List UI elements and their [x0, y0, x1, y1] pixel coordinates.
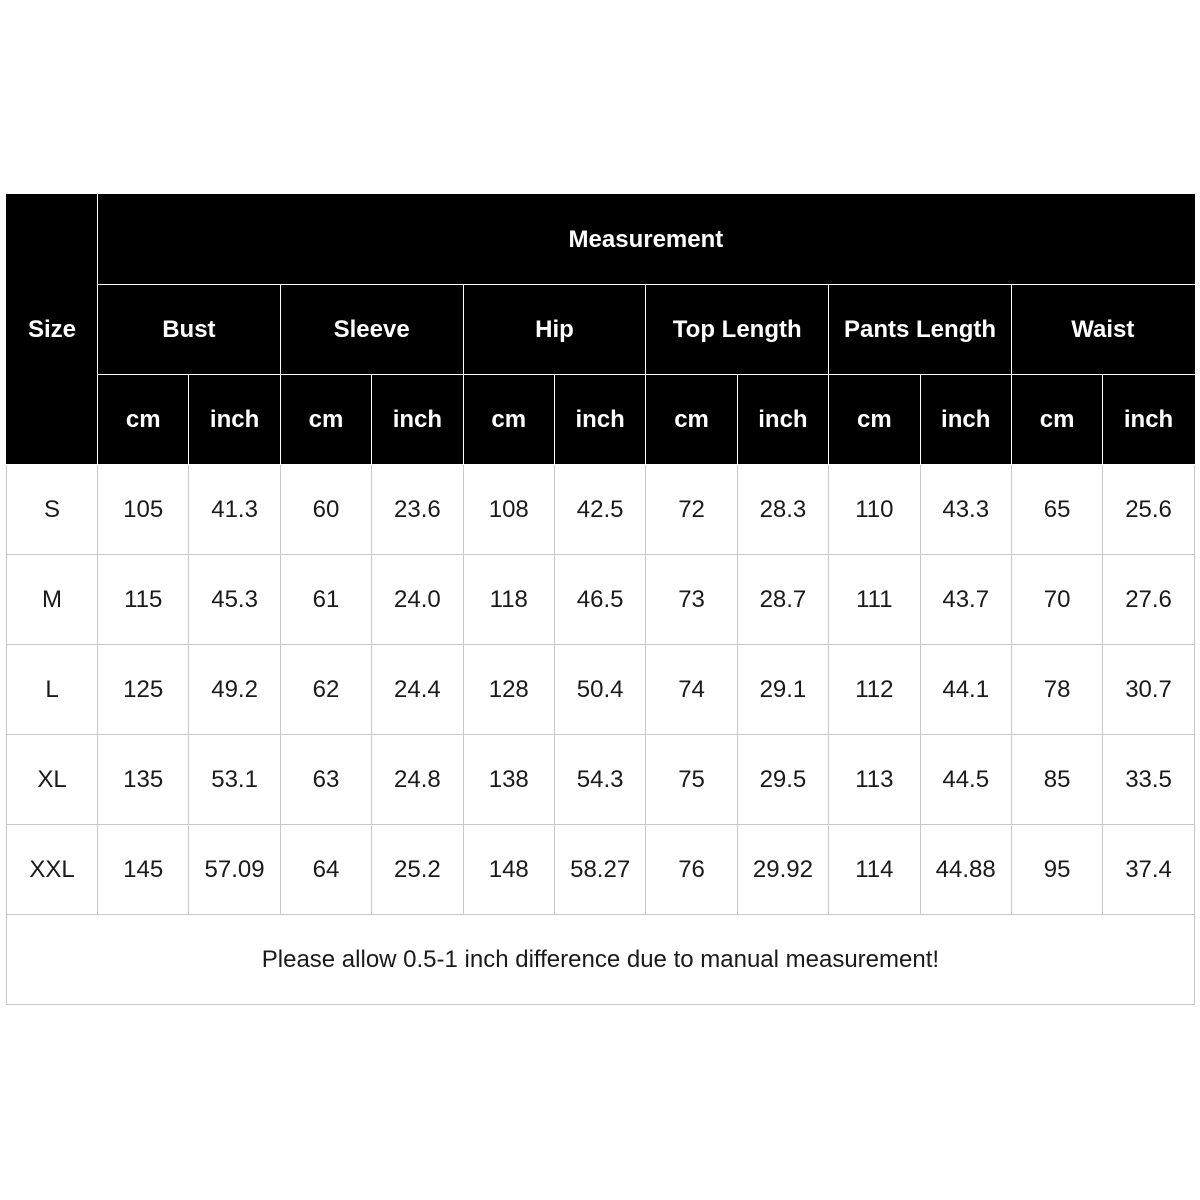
table-cell: 41.3 — [189, 465, 280, 555]
unit-header-cm: cm — [829, 375, 920, 465]
table-cell: 44.5 — [920, 735, 1011, 825]
table-cell: 28.7 — [737, 555, 828, 645]
group-header-top-length: Top Length — [646, 285, 829, 375]
table-cell: 57.09 — [189, 825, 280, 915]
table-cell: 24.8 — [372, 735, 463, 825]
table-cell: 44.1 — [920, 645, 1011, 735]
table-cell: 64 — [280, 825, 371, 915]
table-cell: 24.0 — [372, 555, 463, 645]
table-cell: 74 — [646, 645, 737, 735]
table-cell: 85 — [1011, 735, 1102, 825]
table-row — [7, 825, 1195, 915]
table-cell: 54.3 — [554, 735, 645, 825]
table-cell: 111 — [829, 555, 920, 645]
table-cell: 46.5 — [554, 555, 645, 645]
table-cell: 70 — [1011, 555, 1102, 645]
table-cell: 30.7 — [1103, 645, 1195, 735]
unit-header-cm: cm — [280, 375, 371, 465]
size-cell: XXL — [7, 825, 98, 915]
table-cell: 115 — [98, 555, 189, 645]
table-cell: 44.88 — [920, 825, 1011, 915]
table-cell: 76 — [646, 825, 737, 915]
table-cell: 75 — [646, 735, 737, 825]
table-cell: 95 — [1011, 825, 1102, 915]
table-cell: 108 — [463, 465, 554, 555]
unit-header-inch: inch — [372, 375, 463, 465]
table-cell: 105 — [98, 465, 189, 555]
table-cell: 78 — [1011, 645, 1102, 735]
table-cell: 33.5 — [1103, 735, 1195, 825]
table-cell: 110 — [829, 465, 920, 555]
size-cell: M — [7, 555, 98, 645]
table-cell: 65 — [1011, 465, 1102, 555]
header-row-units — [7, 375, 1195, 465]
group-header-sleeve: Sleeve — [280, 285, 463, 375]
unit-header-cm: cm — [1011, 375, 1102, 465]
group-header-bust: Bust — [98, 285, 281, 375]
size-chart-table — [6, 194, 1195, 1005]
table-cell: 148 — [463, 825, 554, 915]
table-cell: 50.4 — [554, 645, 645, 735]
table-cell: 135 — [98, 735, 189, 825]
table-cell: 25.6 — [1103, 465, 1195, 555]
table-cell: 138 — [463, 735, 554, 825]
table-cell: 60 — [280, 465, 371, 555]
table-cell: 43.3 — [920, 465, 1011, 555]
note-row — [7, 915, 1195, 1005]
table-row — [7, 645, 1195, 735]
unit-header-inch: inch — [189, 375, 280, 465]
table-cell: 42.5 — [554, 465, 645, 555]
table-cell: 63 — [280, 735, 371, 825]
unit-header-inch: inch — [920, 375, 1011, 465]
table-row — [7, 735, 1195, 825]
table-cell: 53.1 — [189, 735, 280, 825]
table-cell: 25.2 — [372, 825, 463, 915]
table-cell: 128 — [463, 645, 554, 735]
group-header-waist: Waist — [1011, 285, 1194, 375]
table-cell: 23.6 — [372, 465, 463, 555]
table-row — [7, 465, 1195, 555]
table-cell: 114 — [829, 825, 920, 915]
table-cell: 125 — [98, 645, 189, 735]
unit-header-cm: cm — [646, 375, 737, 465]
table-cell: 72 — [646, 465, 737, 555]
table-cell: 43.7 — [920, 555, 1011, 645]
size-cell: S — [7, 465, 98, 555]
table-cell: 28.3 — [737, 465, 828, 555]
header-row-measurement — [7, 195, 1195, 285]
group-header-hip: Hip — [463, 285, 646, 375]
size-cell: XL — [7, 735, 98, 825]
size-cell: L — [7, 645, 98, 735]
table-cell: 49.2 — [189, 645, 280, 735]
table-cell: 58.27 — [554, 825, 645, 915]
table-cell: 29.5 — [737, 735, 828, 825]
unit-header-inch: inch — [554, 375, 645, 465]
table-cell: 112 — [829, 645, 920, 735]
measurement-header: Measurement — [98, 195, 1195, 285]
table-cell: 73 — [646, 555, 737, 645]
table-cell: 24.4 — [372, 645, 463, 735]
table-cell: 118 — [463, 555, 554, 645]
table-cell: 37.4 — [1103, 825, 1195, 915]
size-header: Size — [7, 195, 98, 465]
unit-header-cm: cm — [463, 375, 554, 465]
table-cell: 62 — [280, 645, 371, 735]
header-row-groups — [7, 285, 1195, 375]
table-cell: 113 — [829, 735, 920, 825]
table-cell: 27.6 — [1103, 555, 1195, 645]
table-cell: 29.92 — [737, 825, 828, 915]
table-row — [7, 555, 1195, 645]
table-cell: 145 — [98, 825, 189, 915]
unit-header-inch: inch — [737, 375, 828, 465]
table-cell: 45.3 — [189, 555, 280, 645]
unit-header-inch: inch — [1103, 375, 1195, 465]
unit-header-cm: cm — [98, 375, 189, 465]
measurement-note: Please allow 0.5-1 inch difference due to manual measurement! — [7, 915, 1195, 1005]
table-cell: 61 — [280, 555, 371, 645]
table-cell: 29.1 — [737, 645, 828, 735]
group-header-pants-length: Pants Length — [829, 285, 1012, 375]
